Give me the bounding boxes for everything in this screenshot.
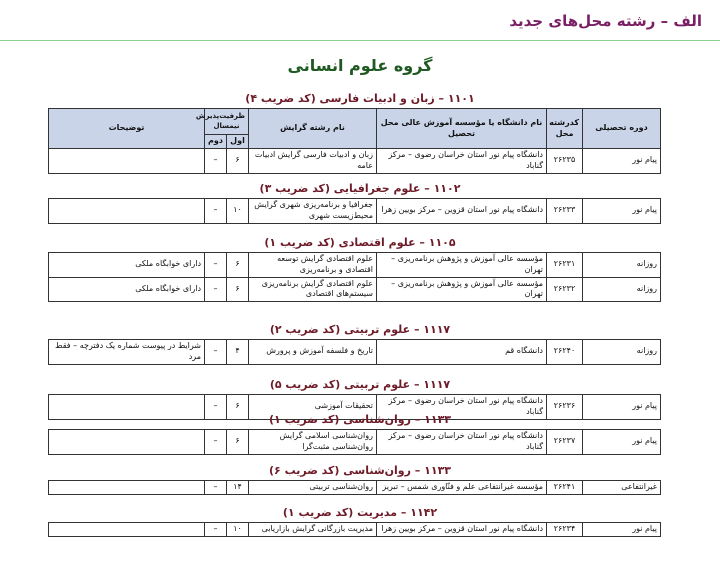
- cell-period: روزانه: [583, 253, 661, 278]
- section-table: [48, 339, 661, 365]
- section-title: ۱۱۴۲ – مدیریت (کد ضریب ۱): [282, 506, 438, 519]
- cell-second: –: [205, 253, 227, 278]
- cell-university: مؤسسه عالی آموزش و پژوهش برنامه‌ریزی – تهران: [377, 253, 547, 278]
- column-header-second: دوم: [205, 135, 227, 149]
- cell-university: دانشگاه پیام نور استان خراسان رضوی – مرکز گناباد: [377, 430, 547, 455]
- cell-university: دانشگاه پیام نور استان خراسان رضوی – مرکز گناباد: [377, 149, 547, 174]
- cell-period: پیام نور: [583, 523, 661, 537]
- table-row: [49, 149, 661, 174]
- column-header-first: اول: [227, 135, 249, 149]
- section-table: [48, 108, 661, 174]
- cell-field: روان‌شناسی اسلامی گرایش روان‌شناسی مثبت‌گرا: [249, 430, 377, 455]
- cell-second: –: [205, 199, 227, 224]
- cell-first: ۶: [227, 277, 249, 302]
- section-table: [48, 522, 661, 537]
- section-title: ۱۱۱۷ – علوم تربیتی (کد ضریب ۵): [269, 378, 451, 391]
- cell-first: ۶: [227, 430, 249, 455]
- cell-code: ۲۶۲۳۶: [547, 395, 583, 420]
- table-row: [49, 199, 661, 224]
- section-title: ۱۱۰۲ – علوم جغرافیایی (کد ضریب ۳): [259, 182, 461, 195]
- cell-field: جغرافیا و برنامه‌ریزی شهری گرایش محیط‌زیست شهری: [249, 199, 377, 224]
- cell-code: ۲۶۲۳۴: [547, 523, 583, 537]
- cell-period: پیام نور: [583, 149, 661, 174]
- cell-period: روزانه: [583, 277, 661, 302]
- cell-university: دانشگاه پیام نور استان خراسان رضوی – مرکز گناباد: [377, 395, 547, 420]
- cell-period: روزانه: [583, 340, 661, 365]
- cell-first: ۴: [227, 340, 249, 365]
- section-title: ۱۱۰۱ – زبان و ادبیات فارسی (کد ضریب ۴): [245, 92, 475, 105]
- cell-code: ۲۶۲۳۷: [547, 430, 583, 455]
- cell-university: دانشگاه پیام نور استان قزوین – مرکز بویین زهرا: [377, 523, 547, 537]
- cell-code: ۲۶۲۳۵: [547, 149, 583, 174]
- cell-second: –: [205, 481, 227, 495]
- cell-code: ۲۶۲۴۰: [547, 340, 583, 365]
- cell-notes: شرایط در پیوست شماره یک دفترچه – فقط مرد: [49, 340, 205, 365]
- table-row: [49, 481, 661, 495]
- section-table: [48, 198, 661, 224]
- cell-first: ۱۴: [227, 481, 249, 495]
- column-header-capacity: ظرفیت‌پذیرش نیمسال: [205, 109, 249, 135]
- column-header-university: نام دانشگاه یا مؤسسه آموزش عالی محل تحصیل: [377, 109, 547, 149]
- cell-code: ۲۶۲۳۱: [547, 253, 583, 278]
- cell-notes: [49, 481, 205, 495]
- cell-code: ۲۶۲۳۲: [547, 277, 583, 302]
- cell-field: تاریخ و فلسفه آموزش و پرورش: [249, 340, 377, 365]
- section-table: [48, 429, 661, 455]
- cell-second: –: [205, 340, 227, 365]
- cell-university: مؤسسه غیرانتفاعی علم و فنّاوری شمس – تبریز: [377, 481, 547, 495]
- cell-second: –: [205, 149, 227, 174]
- cell-field: زبان و ادبیات فارسی گرایش ادبیات عامه: [249, 149, 377, 174]
- section-title: ۱۱۳۳ – روان‌شناسی (کد ضریب ۱): [269, 413, 451, 426]
- page-title: الف – رشته محل‌های جدید: [509, 12, 702, 30]
- table-row: [49, 430, 661, 455]
- cell-field: مدیریت بازرگانی گرایش بازاریابی: [249, 523, 377, 537]
- cell-period: پیام نور: [583, 395, 661, 420]
- cell-field: روان‌شناسی تربیتی: [249, 481, 377, 495]
- cell-university: دانشگاه قم: [377, 340, 547, 365]
- cell-notes: [49, 430, 205, 455]
- section-title: ۱۱۱۷ – علوم تربیتی (کد ضریب ۲): [269, 323, 451, 336]
- cell-second: –: [205, 523, 227, 537]
- table-row: [49, 340, 661, 365]
- cell-university: مؤسسه عالی آموزش و پژوهش برنامه‌ریزی – تهران: [377, 277, 547, 302]
- cell-first: ۶: [227, 253, 249, 278]
- cell-first: ۶: [227, 149, 249, 174]
- cell-second: –: [205, 430, 227, 455]
- section-title: ۱۱۳۳ – روان‌شناسی (کد ضریب ۶): [269, 464, 451, 477]
- cell-second: –: [205, 395, 227, 420]
- cell-code: ۲۶۲۳۳: [547, 199, 583, 224]
- cell-field: تحقیقات آموزشی: [249, 395, 377, 420]
- table-row: [49, 523, 661, 537]
- cell-first: ۱۰: [227, 199, 249, 224]
- column-header-period: دوره تحصیلی: [583, 109, 661, 149]
- cell-university: دانشگاه پیام نور استان قزوین – مرکز بویین زهرا: [377, 199, 547, 224]
- table-row: [49, 277, 661, 302]
- column-header-notes: توضیحات: [49, 109, 205, 149]
- column-header-code: کدرشته محل: [547, 109, 583, 149]
- cell-notes: دارای خوابگاه ملکی: [49, 253, 205, 278]
- cell-field: علوم اقتصادی گرایش توسعه اقتصادی و برنامه‌ریزی: [249, 253, 377, 278]
- section-table: [48, 480, 661, 495]
- cell-first: ۱۰: [227, 523, 249, 537]
- cell-field: علوم اقتصادی گرایش برنامه‌ریزی سیستم‌های اقتصادی: [249, 277, 377, 302]
- cell-code: ۲۶۲۴۱: [547, 481, 583, 495]
- column-header-field: نام رشته گرایش: [249, 109, 377, 149]
- divider: [0, 40, 720, 41]
- cell-notes: دارای خوابگاه ملکی: [49, 277, 205, 302]
- cell-period: پیام نور: [583, 430, 661, 455]
- cell-period: پیام نور: [583, 199, 661, 224]
- cell-notes: [49, 523, 205, 537]
- section-table: [48, 252, 661, 302]
- group-title: گروه علوم انسانی: [287, 56, 433, 75]
- cell-first: ۶: [227, 395, 249, 420]
- section-title: ۱۱۰۵ – علوم اقتصادی (کد ضریب ۱): [264, 236, 456, 249]
- cell-period: غیرانتفاعی: [583, 481, 661, 495]
- cell-notes: [49, 149, 205, 174]
- table-row: [49, 253, 661, 278]
- cell-second: –: [205, 277, 227, 302]
- cell-notes: [49, 199, 205, 224]
